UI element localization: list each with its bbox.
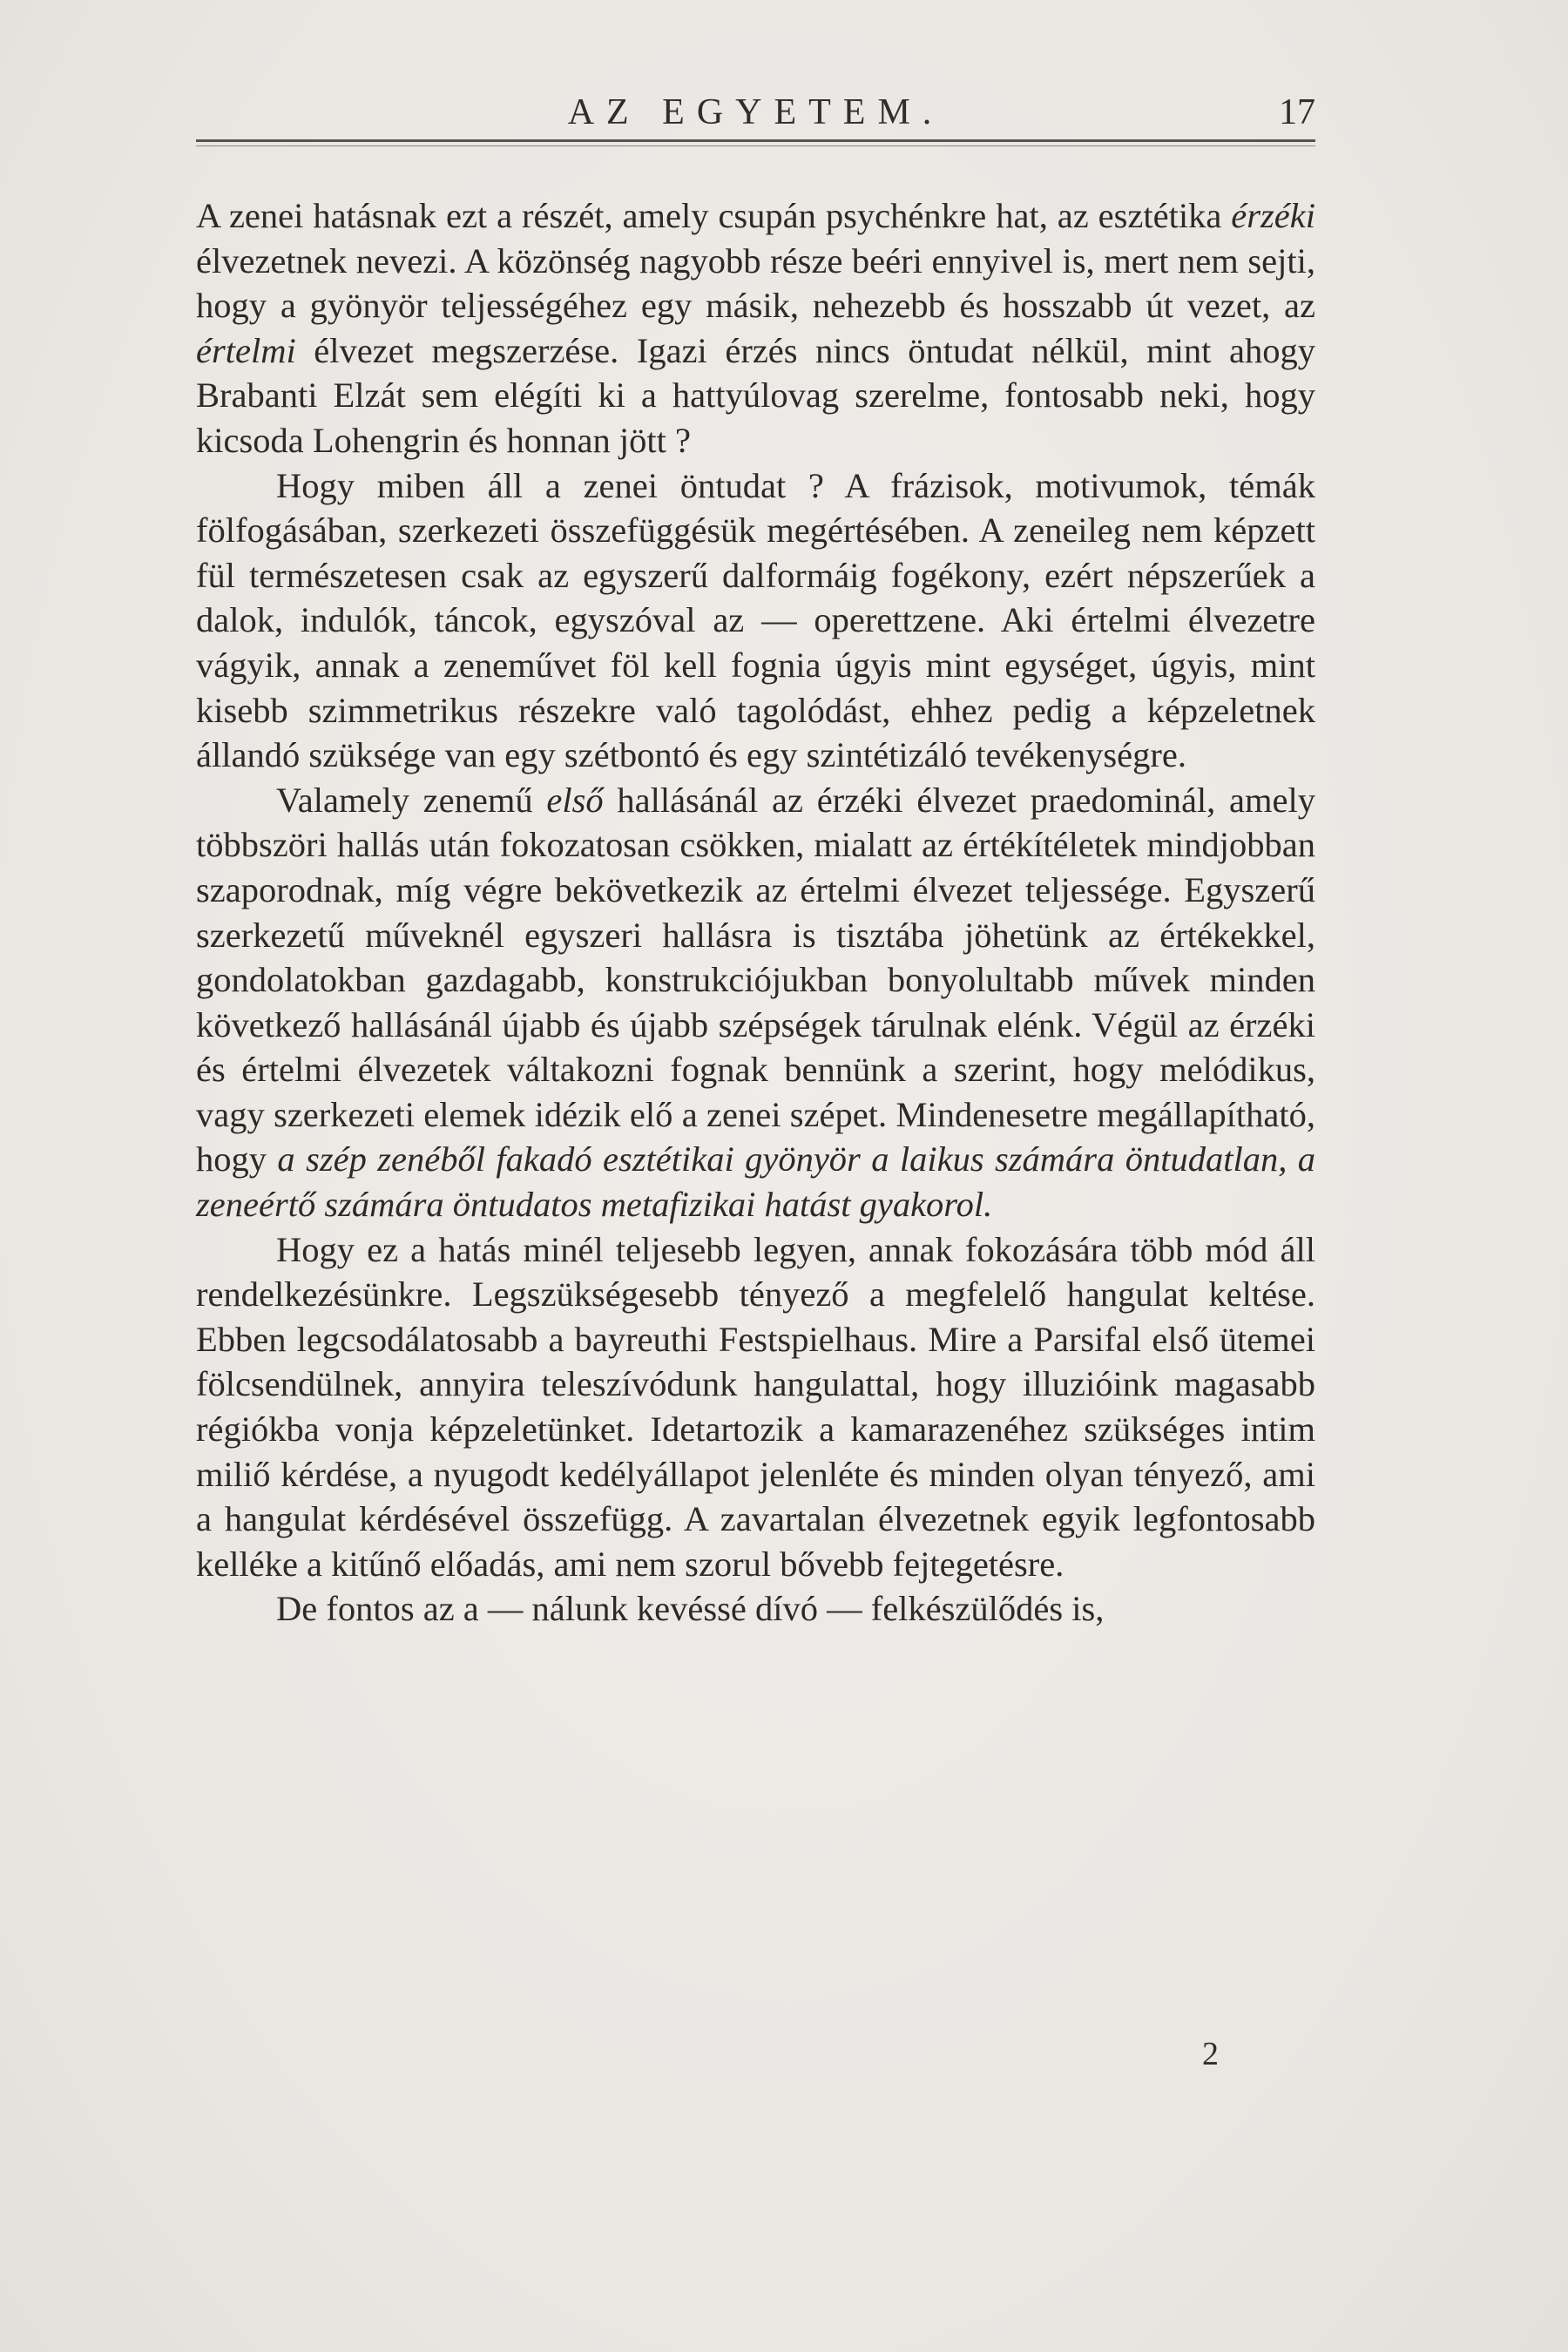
text-run: élvezetnek nevezi. A közönség nagyobb része beéri ennyivel is, mert nem sejti, hogy a gyönyör teljességéhez egy másik, nehezebb és hosszabb út vezet, az <box>196 240 1315 326</box>
page-number: 17 <box>1279 92 1315 132</box>
paragraph <box>196 463 1315 778</box>
paragraph <box>196 1586 1315 1632</box>
italic-run: értelmi <box>196 330 296 370</box>
text-run: Valamely zenemű <box>276 780 547 820</box>
italic-run: a szép zenéből fakadó esztétikai gyönyör a laikus számára öntudatlan, a zeneértő számára öntudatos metafizikai hatást gyakorol. <box>196 1139 1316 1225</box>
signature-mark: 2 <box>1202 2036 1219 2072</box>
text-run: hallásánál az érzéki élvezet praedominál, amely többszöri hallás után fokozatosan csökken, mialatt az értékítéletek mindjobban szaporodnak, míg végre bekövetkezik az értelmi élvezet teljessége. Egyszerű szerkezetű műveknél egyszeri hallásra is tisztába jöhetünk az értékekkel, gondolatokban gazdagabb, konstrukciójukban bonyolultabb művek minden következő hallásánál újabb és újabb szépségek tárulnak elénk. Végül az érzéki és értelmi élvezetek váltakozni fognak bennünk a szerint, hogy melódikus, vagy szerkezeti elemek idézik elő a zenei szépet. Mindenesetre megállapítható, hogy <box>196 780 1315 1179</box>
paragraph <box>196 1227 1315 1587</box>
header-rule <box>196 139 1315 142</box>
body-text <box>196 193 1315 1632</box>
text-run: De fontos az a — nálunk kevéssé dívó — felkészülődés is, <box>276 1589 1105 1629</box>
running-title: AZ EGYETEM. <box>567 92 944 132</box>
text-run: A zenei hatásnak ezt a részét, amely csupán psychénkre hat, az esztétika <box>196 196 1232 235</box>
italic-run: érzéki <box>1231 196 1315 235</box>
text-run: Hogy ez a hatás minél teljesebb legyen, annak fokozására több mód áll rendelkezésünkre. Legszükségesebb tényező a megfelelő hangulat keltése. Ebben legcsodálatosabb a bayreuthi Festspielhaus. Mire a Parsifal első ütemei fölcsendülnek, annyira teleszívódunk hangulattal, hogy illuzióink magasabb régiókba vonja képzeletünket. Idetartozik a kamarazenéhez szükséges intim miliő kérdése, a nyugodt kedélyállapot jelenléte és minden olyan tényező, ami a hangulat kérdésével összefügg. A zavartalan élvezetnek egyik legfontosabb kelléke a kitűnő előadás, ami nem szorul bővebb fejtegetésre. <box>196 1229 1315 1584</box>
italic-run: első <box>546 780 604 820</box>
header-rule-thin <box>196 145 1315 146</box>
paragraph <box>196 193 1315 463</box>
text-run: Hogy miben áll a zenei öntudat ? A frázisok, motivumok, témák fölfogásában, szerkezeti összefüggésük megértésében. A zeneileg nem képzett fül természetesen csak az egyszerű dalformáig fogékony, ezért népszerűek a dalok, indulók, táncok, egyszóval az — operettzene. Aki értelmi élvezetre vágyik, annak a zeneművet föl kell fognia úgyis mint egységet, úgyis, mint kisebb szimmetrikus részekre való tagolódást, ehhez pedig a képzeletnek állandó szüksége van egy szétbontó és egy szintétizáló tevékenységre. <box>196 465 1315 775</box>
paragraph <box>196 778 1315 1227</box>
running-head <box>196 91 1315 144</box>
text-run: élvezet megszerzése. Igazi érzés nincs öntudat nélkül, mint ahogy Brabanti Elzát sem elégíti ki a hattyúlovag szerelme, fontosabb neki, hogy kicsoda Lohengrin és honnan jött ? <box>196 330 1315 460</box>
